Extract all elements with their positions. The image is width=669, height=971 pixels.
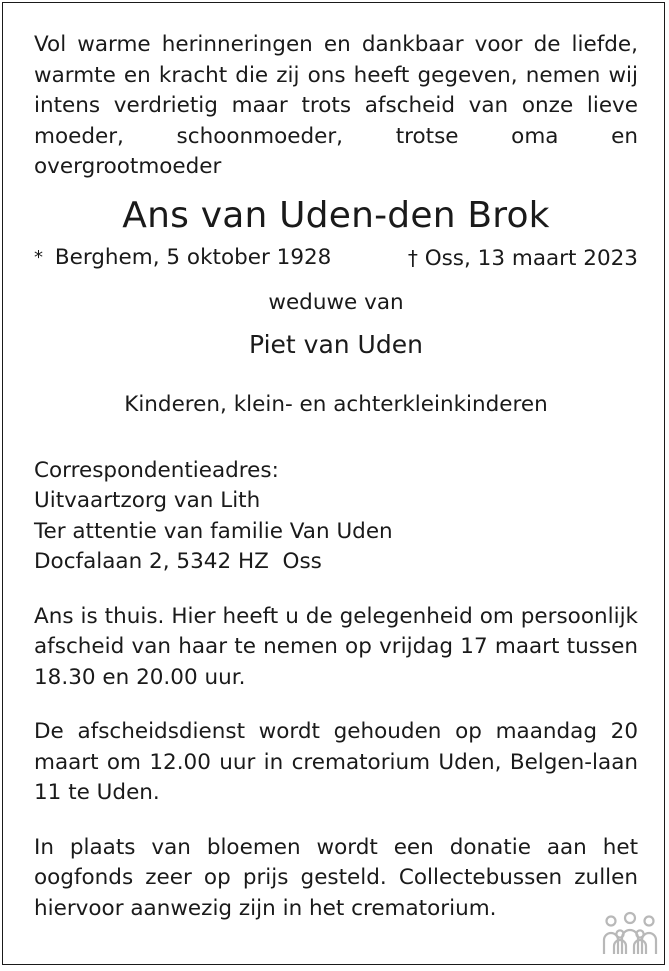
address-line-1: Uitvaartzorg van Lith [34,488,261,513]
family-line: Kinderen, klein- en achterkleinkinderen [124,391,548,417]
deceased-name: Ans van Uden-den Brok [122,194,550,236]
birth-text: Berghem, 5 oktober 1928 [54,244,332,270]
death-text: Oss, 13 maart 2023 [424,245,638,271]
address-label: Correspondentieadres: [34,457,279,483]
obituary-content [34,30,638,924]
spouse-name: Piet van Uden [249,329,423,359]
death-date [408,243,638,274]
family-people-icon [602,910,658,956]
birth-star-icon: * [34,246,43,268]
birth-date [34,243,331,274]
address-line-2: Ter attentie van familie Van Uden [34,518,393,544]
correspondence-address [34,456,638,578]
life-dates [34,243,638,274]
service-text: De afscheidsdienst wordt gehouden op maandag 20 maart om 12.00 uur in crematorium Uden, Belgen-laan 11 te Uden. [34,719,638,805]
widow-of-label: weduwe van [268,289,404,315]
visitation-text: Ans is thuis. Hier heeft u de gelegenheid om persoonlijk afscheid van haar te nemen op vrijdag 17 maart tussen 18.30 en 20.00 uur. [34,603,638,690]
intro-text: Vol warme herinneringen en dankbaar voor de liefde, warmte en kracht die zij ons heeft gegeven, nemen wij intens verdrietig maar trots afscheid van onze lieve moeder, schoonmoeder, trotse oma en overgrootmoeder [34,32,638,179]
donation-text: In plaats van bloemen wordt een donatie aan het oogfonds zeer op prijs gesteld. Collectebussen zullen hiervoor aanwezig zijn in het crematorium. [34,834,638,921]
obituary-card [2,2,665,965]
address-line-3: Docfalaan 2, 5342 HZ Oss [34,549,322,574]
death-cross-icon: † [407,245,418,270]
